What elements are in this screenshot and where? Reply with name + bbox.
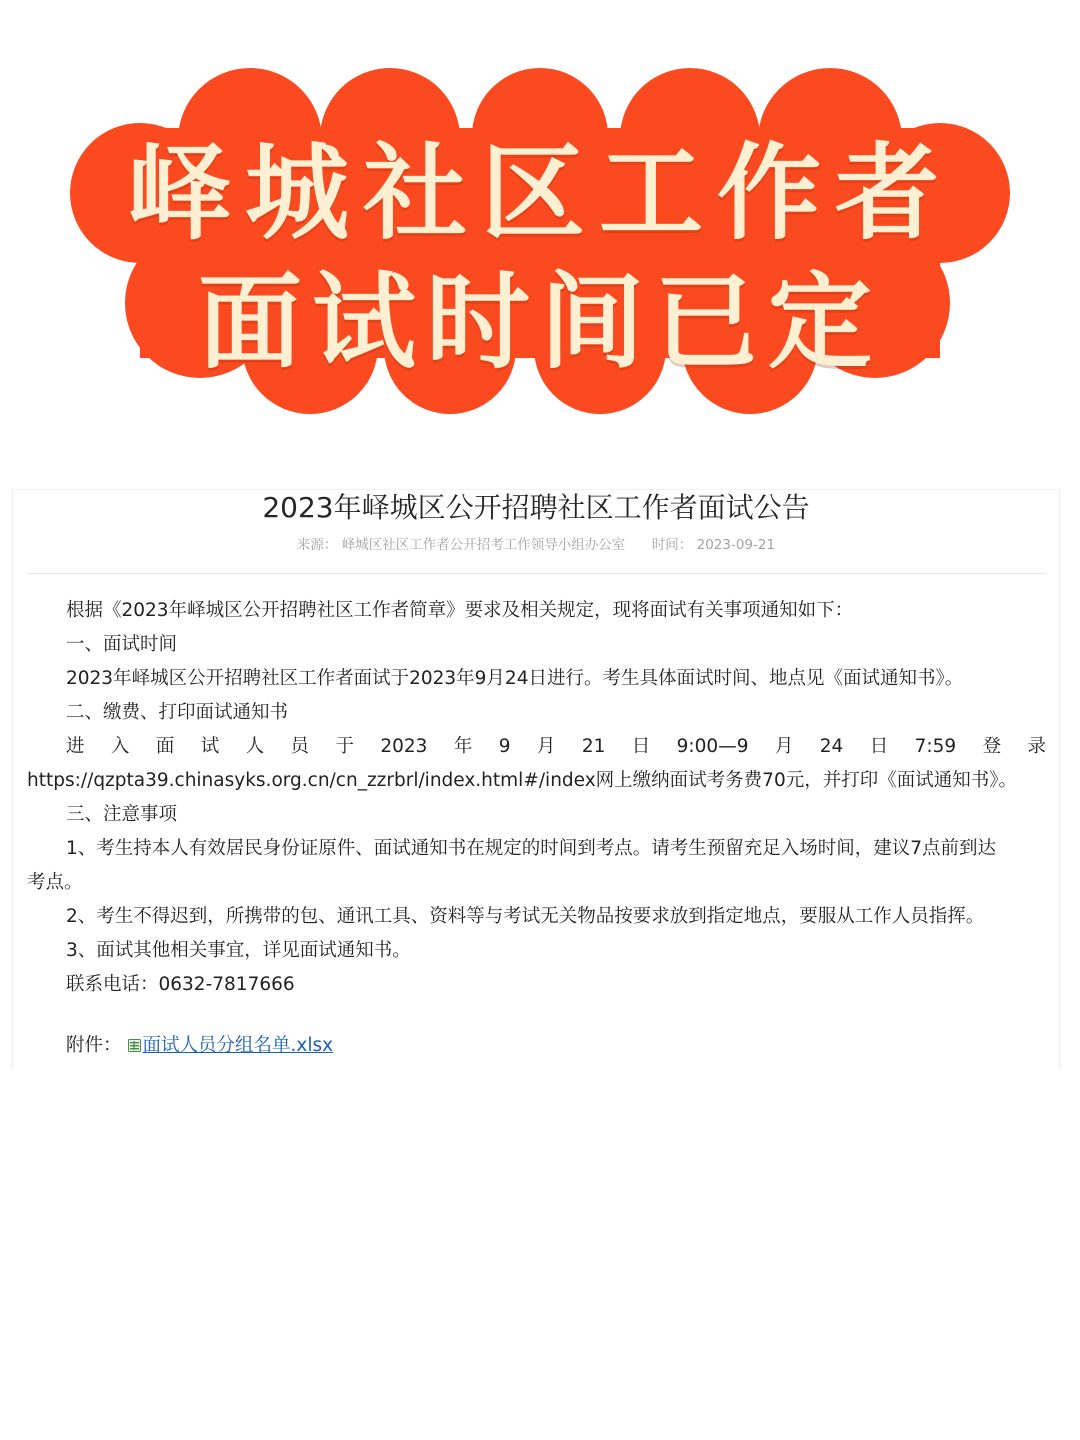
section-heading-payment: 二、缴费、打印面试通知书: [66, 702, 289, 723]
banner-line-1: 峄城社区工作者: [126, 132, 953, 254]
time-label: 时间：: [651, 537, 693, 553]
attachment-label: 附件：: [66, 1035, 122, 1056]
announcement-title: 2023年峄城区公开招聘社区工作者面试公告: [262, 491, 810, 524]
source-label: 来源：: [296, 537, 338, 553]
note-1-line-1: 1、考生持本人有效居民身份证原件、面试通知书在规定的时间到考点。请考生预留充足入场时间，建议7点前到达: [66, 838, 997, 859]
attachment-link[interactable]: 面试人员分组名单.xlsx: [142, 1035, 334, 1056]
contact-phone: 联系电话：0632-7817666: [66, 974, 295, 995]
divider: [28, 573, 1046, 574]
note-3: 3、面试其他相关事宜，详见面试通知书。: [66, 940, 411, 961]
section-payment-line-2: https://qzpta39.chinasyks.org.cn/cn_zzrbrl/index.html#/index网上缴纳面试考务费70元，并打印《面试通知书》。: [27, 770, 1017, 791]
excel-file-icon: [128, 1030, 141, 1043]
attachment-row: [66, 1029, 333, 1063]
source-value: 峄城区社区工作者公开招考工作领导小组办公室: [341, 537, 626, 553]
intro-paragraph: 根据《2023年峄城区公开招聘社区工作者简章》要求及相关规定，现将面试有关事项通知如下：: [66, 600, 854, 621]
note-1-line-2: 考点。: [27, 872, 83, 893]
note-2: 2、考生不得迟到，所携带的包、通讯工具、资料等与考试无关物品按要求放到指定地点，要服从工作人员指挥。: [66, 906, 985, 927]
announcement-meta: [0, 535, 1072, 555]
banner-line-2: 面试时间已定: [197, 261, 882, 383]
section-heading-time: 一、面试时间: [66, 634, 178, 655]
section-payment-line-1: 进 入 面 试 人 员 于 2023 年 9 月 21 日 9:00—9 月 24 日 7:59 登 录: [66, 736, 1046, 757]
time-value: 2023-09-21: [696, 537, 776, 553]
section-heading-notes: 三、注意事项: [66, 804, 178, 825]
section-time-text: 2023年峄城区公开招聘社区工作者面试于2023年9月24日进行。考生具体面试时间、地点见《面试通知书》。: [66, 668, 964, 689]
